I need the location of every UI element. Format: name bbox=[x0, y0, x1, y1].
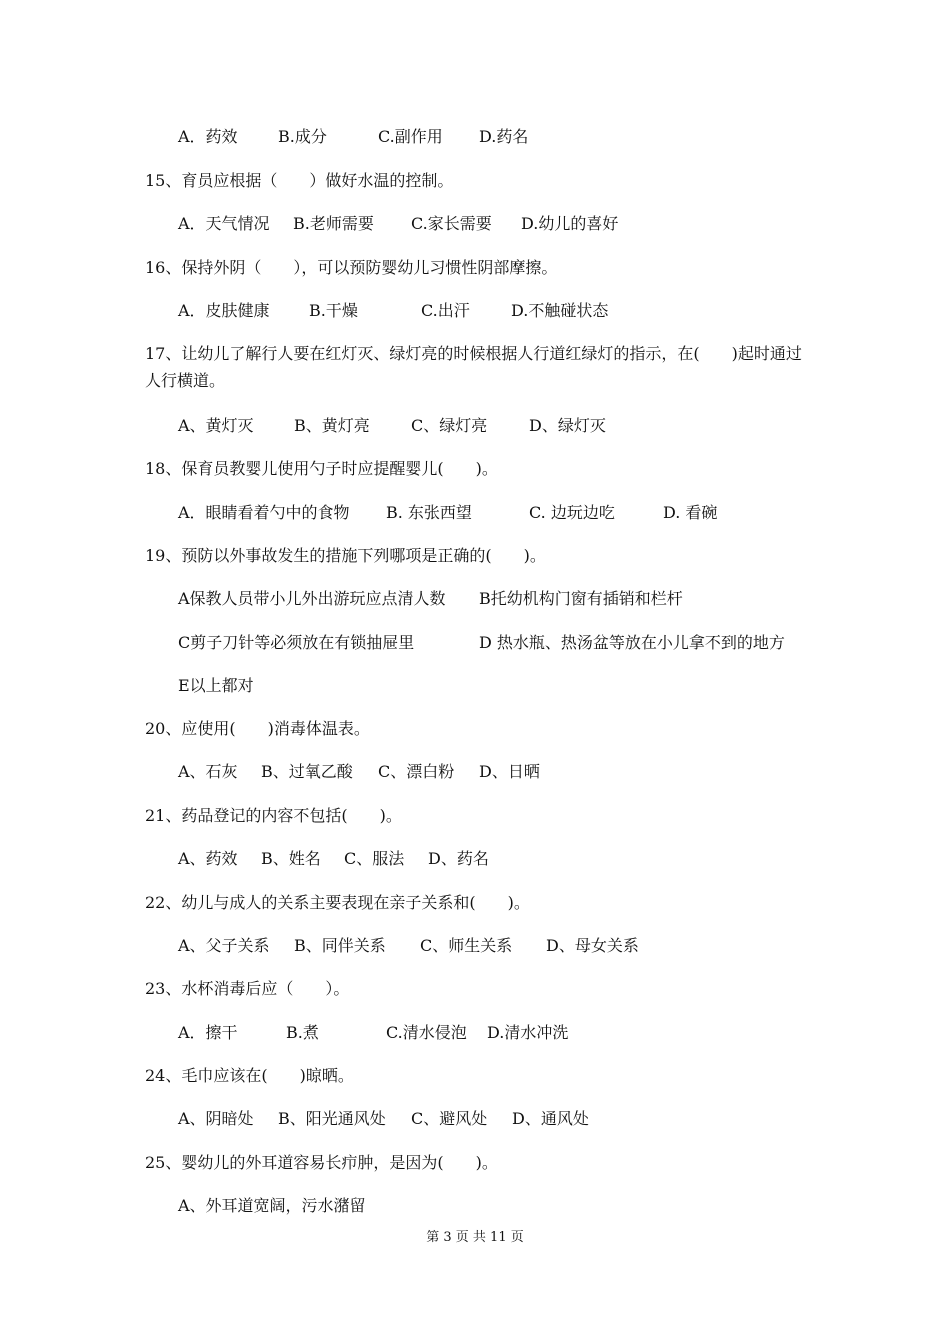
q17-option-d: D、绿灯灭 bbox=[529, 416, 606, 435]
q23-option-d: D.清水冲洗 bbox=[487, 1023, 569, 1042]
q21-option-d: D、药名 bbox=[428, 849, 489, 868]
q19-option-b: B托幼机构门窗有插销和栏杆 bbox=[479, 589, 683, 608]
q21-option-c: C、服法 bbox=[344, 849, 405, 868]
q22-option-c: C、师生关系 bbox=[420, 936, 513, 955]
q24-option-d: D、通风处 bbox=[512, 1109, 589, 1128]
q14-option-a: A．药效 bbox=[178, 127, 238, 146]
q21-option-b: B、姓名 bbox=[261, 849, 321, 868]
q23-stem: 23、水杯消毒后应（ ）。 bbox=[145, 979, 350, 998]
q17-option-a: A、黄灯灭 bbox=[178, 416, 254, 435]
q19-option-a: A保教人员带小儿外出游玩应点清人数 bbox=[178, 589, 446, 608]
q16-option-c: C.出汗 bbox=[421, 301, 470, 320]
q14-option-c: C.副作用 bbox=[378, 127, 443, 146]
q24-stem: 24、毛巾应该在( )晾晒。 bbox=[145, 1066, 354, 1085]
q15-option-c: C.家长需要 bbox=[411, 214, 492, 233]
q23-option-a: A．擦干 bbox=[178, 1023, 238, 1042]
q21-option-a: A、药效 bbox=[178, 849, 238, 868]
q25-stem: 25、婴幼儿的外耳道容易长疖肿，是因为( )。 bbox=[145, 1153, 498, 1172]
q22-option-b: B、同伴关系 bbox=[294, 936, 386, 955]
q22-stem: 22、幼儿与成人的关系主要表现在亲子关系和( )。 bbox=[145, 893, 530, 912]
q16-stem: 16、保持外阴（ ），可以预防婴幼儿习惯性阴部摩擦。 bbox=[145, 258, 558, 277]
q17-option-b: B、黄灯亮 bbox=[294, 416, 370, 435]
q17-option-c: C、绿灯亮 bbox=[411, 416, 488, 435]
q19-option-d: D 热水瓶、热汤盆等放在小儿拿不到的地方 bbox=[479, 633, 785, 652]
q14-option-b: B.成分 bbox=[278, 127, 327, 146]
q22-option-a: A、父子关系 bbox=[178, 936, 270, 955]
q23-option-b: B.煮 bbox=[286, 1023, 319, 1042]
q20-option-b: B、过氧乙酸 bbox=[261, 762, 353, 781]
q16-option-d: D.不触碰状态 bbox=[511, 301, 609, 320]
q19-option-c: C剪子刀针等必须放在有锁抽屉里 bbox=[178, 633, 415, 652]
q20-stem: 20、应使用( )消毒体温表。 bbox=[145, 719, 370, 738]
q20-option-d: D、日晒 bbox=[479, 762, 540, 781]
q15-option-d: D.幼儿的喜好 bbox=[521, 214, 619, 233]
q18-option-b: B. 东张西望 bbox=[386, 503, 472, 522]
q15-option-b: B.老师需要 bbox=[293, 214, 374, 233]
q19-stem: 19、预防以外事故发生的措施下列哪项是正确的( )。 bbox=[145, 546, 546, 565]
q15-stem: 15、育员应根据（ ）做好水温的控制。 bbox=[145, 171, 454, 190]
q16-option-b: B.干燥 bbox=[309, 301, 358, 320]
q24-option-a: A、阴暗处 bbox=[178, 1109, 254, 1128]
q19-option-e: E以上都对 bbox=[178, 676, 254, 695]
q18-option-c: C. 边玩边吃 bbox=[529, 503, 615, 522]
q18-stem: 18、保育员教婴儿使用勺子时应提醒婴儿( )。 bbox=[145, 459, 498, 478]
q18-option-d: D. 看碗 bbox=[663, 503, 718, 522]
q18-option-a: A．眼睛看着勺中的食物 bbox=[178, 503, 350, 522]
page-footer: 第 3 页 共 11 页 bbox=[426, 1230, 524, 1245]
q21-stem: 21、药品登记的内容不包括( )。 bbox=[145, 806, 402, 825]
q20-option-a: A、石灰 bbox=[178, 762, 238, 781]
q23-option-c: C.清水侵泡 bbox=[386, 1023, 467, 1042]
q24-option-c: C、避风处 bbox=[411, 1109, 488, 1128]
q17-stem: 17、让幼儿了解行人要在红灯灭、绿灯亮的时候根据人行道红绿灯的指示，在( )起时通过人行横道。 bbox=[145, 344, 802, 390]
q25-option-a: A、外耳道宽阔，污水潴留 bbox=[178, 1196, 366, 1215]
q20-option-c: C、漂白粉 bbox=[378, 762, 455, 781]
q14-option-d: D.药名 bbox=[479, 127, 529, 146]
q22-option-d: D、母女关系 bbox=[546, 936, 639, 955]
q16-option-a: A．皮肤健康 bbox=[178, 301, 270, 320]
q15-option-a: A．天气情况 bbox=[178, 214, 270, 233]
q24-option-b: B、阳光通风处 bbox=[278, 1109, 386, 1128]
